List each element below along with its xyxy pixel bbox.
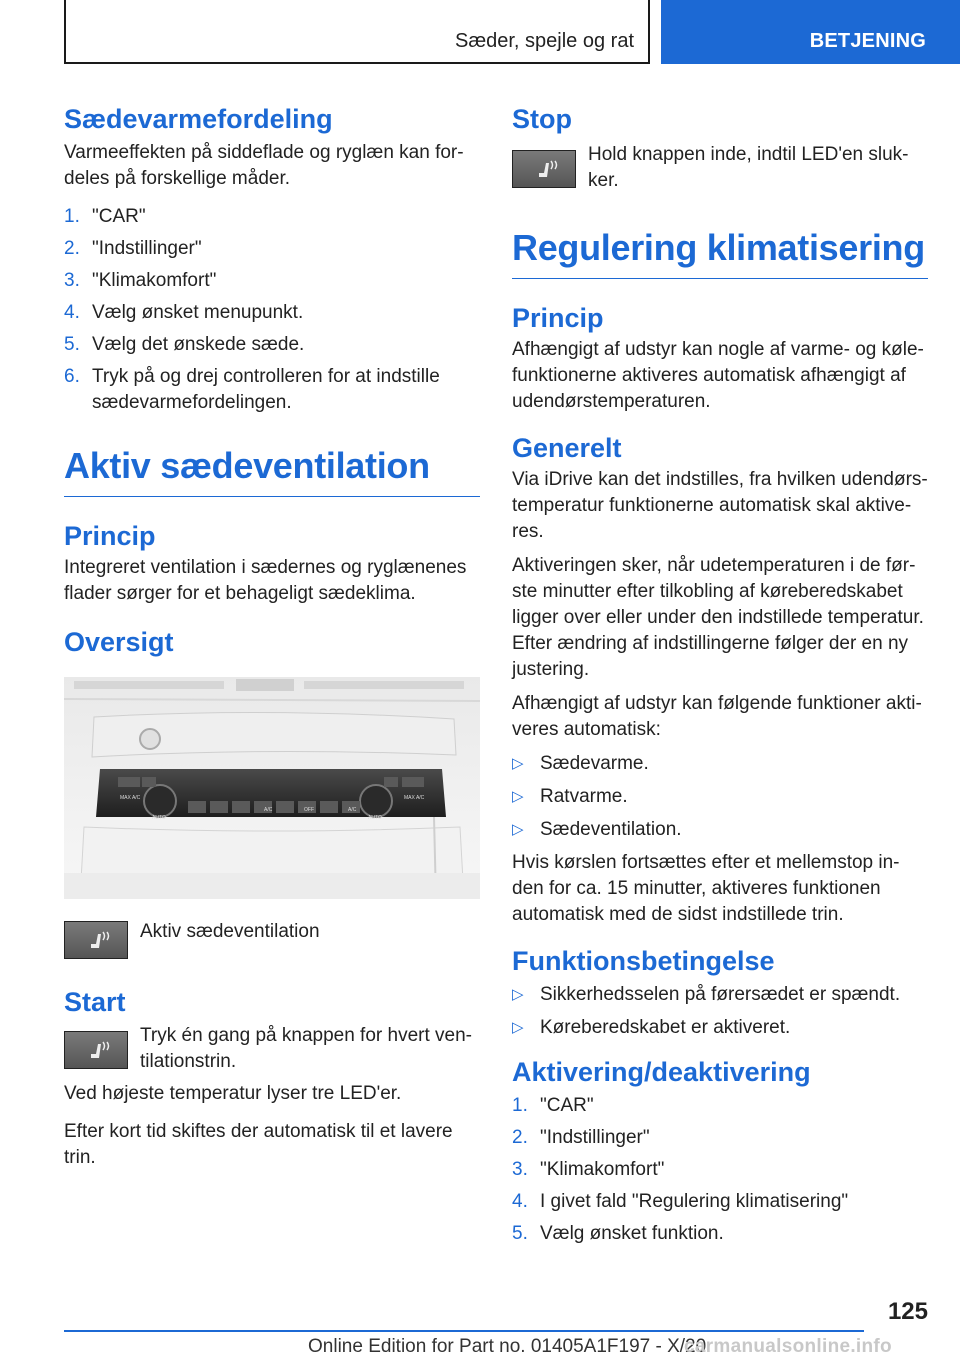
list-item: 3. "Klimakomfort" <box>64 270 217 291</box>
list-item: 4. Vælg ønsket menupunkt. <box>64 302 304 323</box>
label-ac-2: A/C <box>348 807 357 813</box>
list-item: ▷ Sikkerhedsselen på førersædet er spændt. <box>512 984 901 1005</box>
icon-caption-text: Aktiv sædeventilation <box>140 921 320 942</box>
heading-general: Generelt <box>512 433 622 463</box>
seat-ventilation-button-icon <box>64 1031 128 1069</box>
start-paragraph-3: Efter kort tid skiftes der automatisk til et lavere trin. <box>64 1121 453 1168</box>
general-bullet-list <box>512 751 928 843</box>
watermark: carmanualsonline.info <box>684 1336 892 1357</box>
label-max-ac-2: MAX A/C <box>404 795 425 801</box>
heading-principle: Princip <box>64 521 156 551</box>
header-chapter-title: BETJENING <box>809 30 926 52</box>
list-item: ▷ Ratvarme. <box>512 786 628 807</box>
list-item: 1. "CAR" <box>64 206 146 227</box>
stop-instruction-row <box>512 142 928 194</box>
footer-divider <box>64 1330 864 1332</box>
general-paragraph-2: Aktiveringen sker, når udetemperaturen i de før-ste minutter efter tilkobling af køreberedskabet ligger over eller under den indstillede temperatur. Efter ændring af indstillingerne følger der en ny justering. <box>512 555 924 680</box>
list-item: ▷ Køreberedskabet er aktiveret. <box>512 1017 791 1038</box>
heading-activation: Aktivering/deaktivering <box>512 1057 811 1087</box>
start-paragraph-2: Ved højeste temperatur lyser tre LED'er. <box>64 1083 402 1104</box>
condition-bullet-list <box>512 982 928 1041</box>
climate-panel-photo <box>64 677 480 899</box>
label-off: OFF <box>304 807 314 813</box>
right-column <box>512 100 928 1253</box>
heading-stop: Stop <box>512 104 572 134</box>
list-item: 3. "Klimakomfort" <box>512 1159 665 1180</box>
list-item: 1. "CAR" <box>512 1095 594 1116</box>
seat-ventilation-button-icon <box>64 921 128 959</box>
start-instruction-row <box>64 1023 480 1075</box>
seat-heat-intro: Varmeeffekten på siddeflade og ryglæn kan for-deles på forskellige måder. <box>64 142 464 189</box>
list-item: 6. Tryk på og drej controlleren for at indstille sædevarmefordelingen. <box>64 366 440 413</box>
list-item: 5. Vælg ønsket funktion. <box>512 1223 724 1244</box>
header-section-title: Sæder, spejle og rat <box>455 30 634 52</box>
header-section-box <box>64 0 650 64</box>
activation-steps <box>512 1093 928 1247</box>
list-item: 5. Vælg det ønskede sæde. <box>64 334 305 355</box>
footer-edition: Online Edition for Part no. 01405A1F197 - X/20 <box>308 1336 707 1357</box>
list-item: 4. I givet fald "Regulering klimatisering" <box>512 1191 849 1212</box>
start-instruction-text: Tryk én gang på knappen for hvert ven-tilationstrin. <box>140 1025 472 1072</box>
list-item: 2. "Indstillinger" <box>512 1127 650 1148</box>
heading-overview: Oversigt <box>64 627 174 657</box>
heading-function-condition: Funktionsbetingelse <box>512 946 775 976</box>
icon-caption-row <box>64 917 480 957</box>
heading-principle-right: Princip <box>512 303 604 333</box>
seat-heat-steps <box>64 204 480 416</box>
header-chapter-tab <box>661 0 960 64</box>
page-number: 125 <box>887 1298 928 1325</box>
chapter-active-seat-ventilation: Aktiv sædeventilation <box>64 442 480 497</box>
chapter-climate-control: Regulering klimatisering <box>512 224 928 279</box>
general-paragraph-4: Hvis kørslen fortsættes efter et mellemstop in-den for ca. 15 minutter, aktiveres funktionen automatisk med de sidst indstillede trin. <box>512 852 900 925</box>
heading-start: Start <box>64 987 126 1017</box>
list-item: ▷ Sædevarme. <box>512 753 649 774</box>
list-item: 2. "Indstillinger" <box>64 238 202 259</box>
label-auto-left: AUTO <box>152 815 166 821</box>
principle-text: Integreret ventilation i sædernes og ryglænenes flader sørger for et behageligt sædeklima. <box>64 557 467 604</box>
label-auto-right: AUTO <box>368 815 382 821</box>
list-item: ▷ Sædeventilation. <box>512 819 682 840</box>
label-max-ac: MAX A/C <box>120 795 141 801</box>
seat-ventilation-button-icon <box>512 150 576 188</box>
heading-seat-heat-distribution: Sædevarmefordeling <box>64 104 333 134</box>
general-paragraph-3: Afhængigt af udstyr kan følgende funktioner akti-veres automatisk: <box>512 693 922 740</box>
general-paragraph-1: Via iDrive kan det indstilles, fra hvilken udendørs-temperatur funktionerne automatisk skal aktive-res. <box>512 469 928 542</box>
climate-panel-illustration <box>64 677 480 899</box>
stop-instruction-text: Hold knappen inde, indtil LED'en sluk-ker. <box>588 144 909 191</box>
left-column <box>64 100 480 1171</box>
principle-text-right: Afhængigt af udstyr kan nogle af varme- og køle-funktionerne aktiveres automatisk afhængigt af udendørstemperaturen. <box>512 339 924 412</box>
label-ac: A/C <box>264 807 273 813</box>
